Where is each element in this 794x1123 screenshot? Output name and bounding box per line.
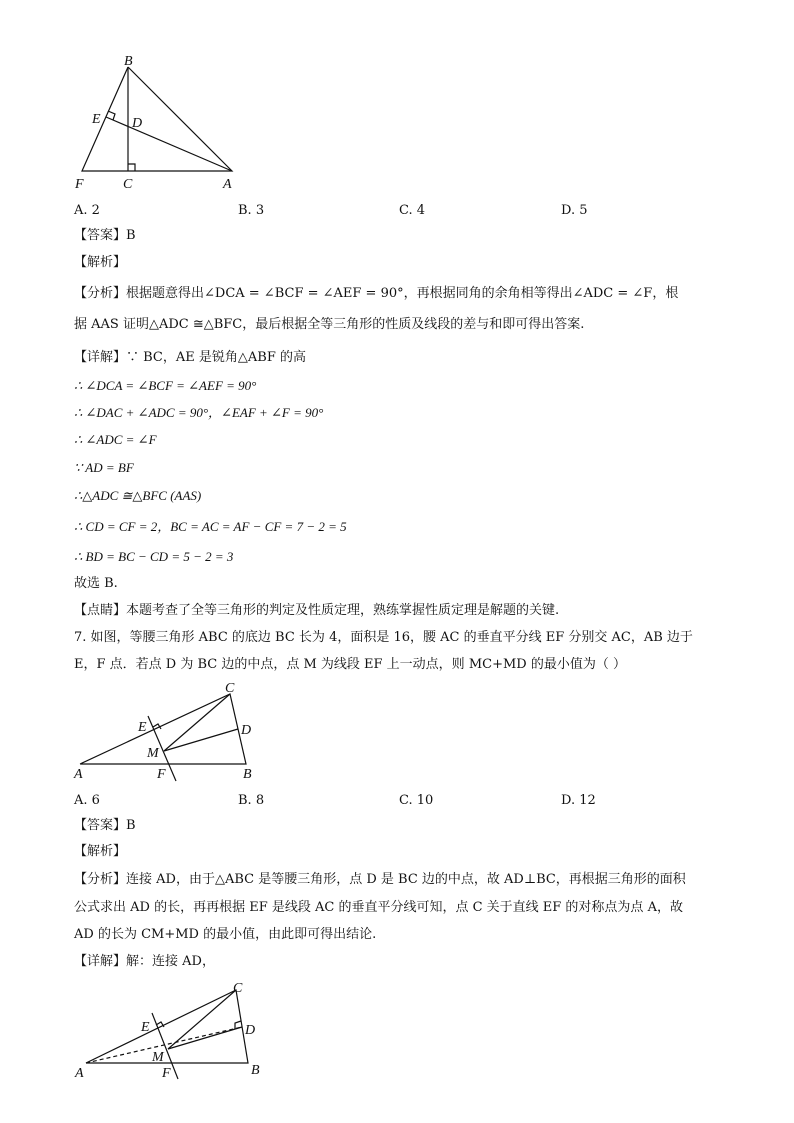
q7-answer: 【答案】B xyxy=(74,818,136,833)
q7-fenxi-3: AD 的长为 CM+MD 的最小值，由此即可得出结论. xyxy=(74,927,377,942)
q6-option-c: C. 4 xyxy=(399,203,426,218)
q6-detail-5: ∵ AD = BF xyxy=(74,460,134,475)
q6-detail-7: ∴ CD = CF = 2，BC = AC = AF − CF = 7 − 2 = 5 xyxy=(74,519,347,534)
q6-detail-1: 【详解】∵ BC，AE 是锐角△ABF 的高 xyxy=(74,350,306,365)
q6-option-a: A. 2 xyxy=(74,203,100,218)
q7-label-d: D xyxy=(241,723,252,738)
q7-stem-2: E，F 点．若点 D 为 BC 边的中点，点 M 为线段 EF 上一动点，则 MC+MD 的最小值为（ ） xyxy=(74,657,626,672)
q7-option-b: B. 8 xyxy=(238,793,265,808)
q7-option-d: D. 12 xyxy=(561,793,596,808)
q6-answer: 【答案】B xyxy=(74,228,136,243)
q7-fenxi-1: 【分析】连接 AD，由于△ABC 是等腰三角形，点 D 是 BC 边的中点，故 AD⊥BC，再根据三角形的面积 xyxy=(74,872,686,887)
figure-triangle-abc-solution xyxy=(70,975,270,1085)
q6-detail-3: ∴ ∠DAC + ∠ADC = 90°，∠EAF + ∠F = 90° xyxy=(74,405,324,420)
label-a: A xyxy=(223,177,232,192)
q7-option-a: A. 6 xyxy=(74,793,100,808)
q7-label-e: E xyxy=(138,720,147,735)
q6-comment: 【点睛】本题考查了全等三角形的判定及性质定理，熟练掌握性质定理是解题的关键. xyxy=(74,603,560,618)
q7s-label-a: A xyxy=(75,1066,84,1081)
q7-label-a: A xyxy=(74,767,83,782)
q6-option-b: B. 3 xyxy=(238,203,265,218)
label-e: E xyxy=(92,112,101,127)
label-d: D xyxy=(132,116,143,131)
q6-detail-9: 故选 B. xyxy=(74,576,118,591)
q7s-label-b: B xyxy=(251,1063,260,1078)
q6-fenxi-1: 【分析】根据题意得出∠DCA = ∠BCF = ∠AEF = 90°，再根据同角的余角相等得出∠ADC = ∠F，根 xyxy=(74,286,679,301)
label-f: F xyxy=(75,177,84,192)
figure-triangle-abc xyxy=(70,680,270,788)
q7-label-m: M xyxy=(147,746,159,761)
q6-detail-4: ∴ ∠ADC = ∠F xyxy=(74,432,157,447)
q7s-label-e: E xyxy=(141,1020,150,1035)
q7-label-f: F xyxy=(157,767,166,782)
q6-option-d: D. 5 xyxy=(561,203,588,218)
figure-triangle-abf xyxy=(70,50,250,195)
q7-fenxi-2: 公式求出 AD 的长，再再根据 EF 是线段 AC 的垂直平分线可知，点 C 关于直线 EF 的对称点为点 A，故 xyxy=(74,900,683,915)
label-b: B xyxy=(124,54,133,69)
label-c: C xyxy=(123,177,133,192)
q7-stem-1: 7. 如图，等腰三角形 ABC 的底边 BC 长为 4，面积是 16，腰 AC 的垂直平分线 EF 分别交 AC，AB 边于 xyxy=(74,630,693,645)
q7-option-c: C. 10 xyxy=(399,793,434,808)
q7s-label-c: C xyxy=(233,981,243,996)
q7-label-b: B xyxy=(243,767,252,782)
q6-detail-8: ∴ BD = BC − CD = 5 − 2 = 3 xyxy=(74,549,234,564)
q7-detail-start: 【详解】解：连接 AD， xyxy=(74,954,215,969)
q6-analysis-header: 【解析】 xyxy=(74,255,127,270)
q7s-label-m: M xyxy=(152,1050,164,1065)
q7s-label-f: F xyxy=(162,1066,171,1081)
q6-detail-6: ∴△ADC ≅△BFC (AAS) xyxy=(74,488,202,503)
q6-detail-2: ∴ ∠DCA = ∠BCF = ∠AEF = 90° xyxy=(74,378,257,393)
q7-analysis-header: 【解析】 xyxy=(74,844,127,859)
q7s-label-d: D xyxy=(245,1023,256,1038)
q6-fenxi-2: 据 AAS 证明△ADC ≅△BFC，最后根据全等三角形的性质及线段的差与和即可得出答案. xyxy=(74,317,585,332)
q7-label-c: C xyxy=(225,681,235,696)
